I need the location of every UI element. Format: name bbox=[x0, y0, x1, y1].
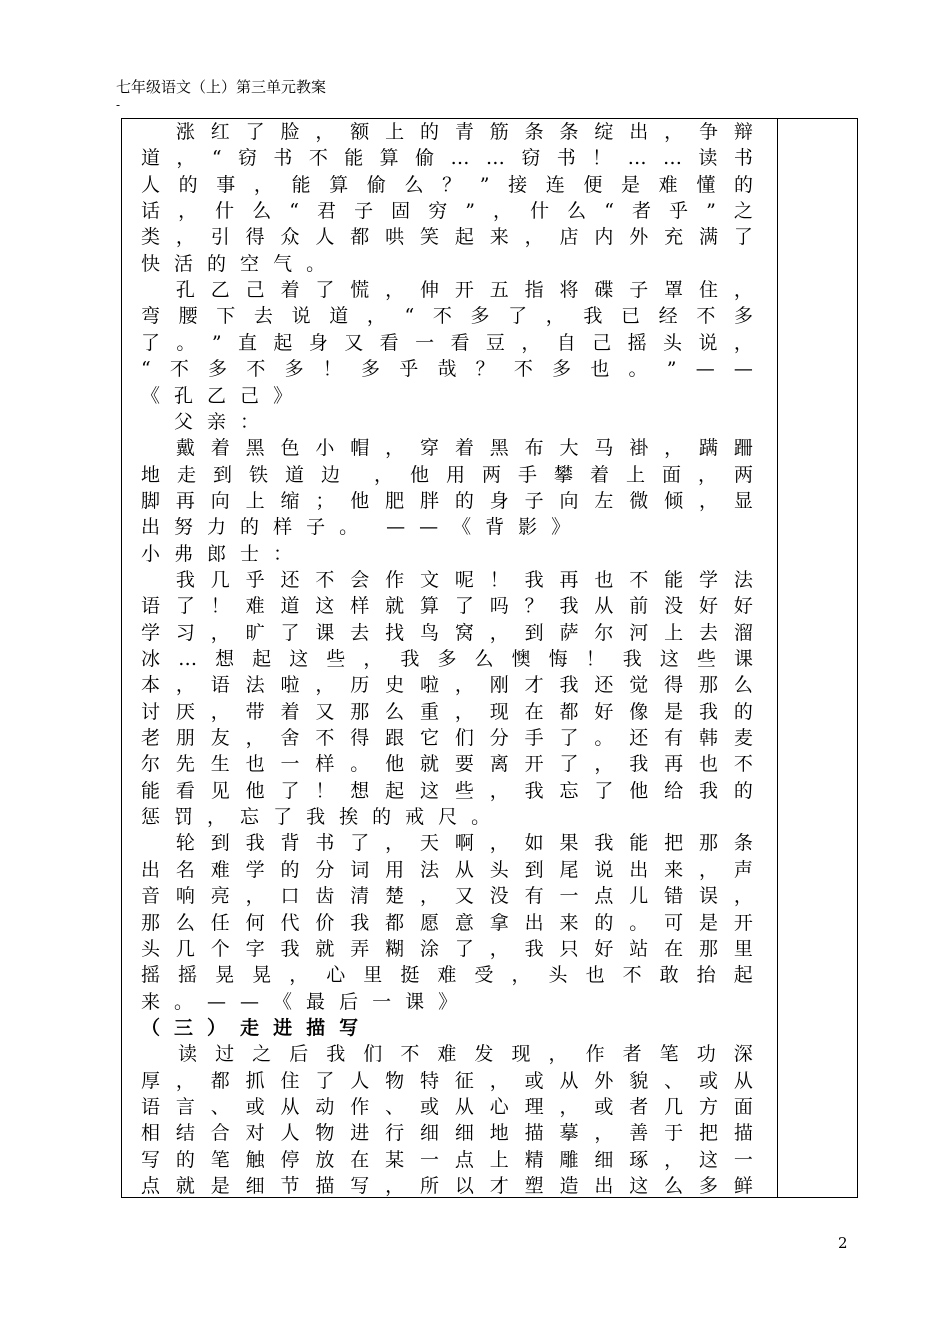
text-line: 轮 到 我 背 书 了 ， 天 啊 ， 如 果 我 能 把 那 条 bbox=[175, 832, 753, 855]
text-line: 弯 腰 下 去 说 道 ， “ 不 多 了 ， 我 已 经 不 多 bbox=[141, 305, 753, 328]
text-line: 老 朋 友 ， 舍 不 得 跟 它 们 分 手 了 。 还 有 韩 麦 bbox=[141, 727, 753, 750]
text-line: 人 的 事 ， 能 算 偷 么 ？ ” 接 连 便 是 难 懂 的 bbox=[141, 173, 753, 196]
text-line: 音 响 亮 ， 口 齿 清 楚 ， 又 没 有 一 点 儿 错 误 ， bbox=[141, 885, 753, 908]
header-dash: - bbox=[116, 98, 121, 112]
text-line: 本 ， 语 法 啦 ， 历 史 啦 ， 刚 才 我 还 觉 得 那 么 bbox=[141, 674, 753, 697]
text-line: 讨 厌 ， 带 着 又 那 么 重 ， 现 在 都 好 像 是 我 的 bbox=[141, 700, 753, 723]
text-line: 那 么 任 何 代 价 我 都 愿 意 拿 出 来 的 。 可 是 开 bbox=[141, 911, 753, 934]
text-line: 能 看 见 他 了 ！ 想 起 这 些 ， 我 忘 了 他 给 我 的 bbox=[141, 779, 753, 802]
text-line: 尔 先 生 也 一 样 。 他 就 要 离 开 了 ， 我 再 也 不 bbox=[141, 753, 753, 776]
text-line: 戴 着 黑 色 小 帽 ， 穿 着 黑 布 大 马 褂 ， 蹒 跚 bbox=[175, 437, 753, 460]
text-line: 相 结 合 对 人 物 进 行 细 细 地 描 摹 ， 善 于 把 描 bbox=[141, 1122, 753, 1145]
text-line: 点 就 是 细 节 描 写 ， 所 以 才 塑 造 出 这 么 多 鲜 bbox=[141, 1175, 753, 1197]
text-line: 地 走 到 铁 道 边 ， 他 用 两 手 攀 着 上 面 ， 两 bbox=[141, 463, 753, 486]
text-line: 摇 摇 晃 晃 ， 心 里 挺 难 受 ， 头 也 不 敢 抬 起 bbox=[141, 964, 753, 987]
page-number: 2 bbox=[838, 1234, 848, 1252]
text-line: 头 几 个 字 我 就 弄 糊 涂 了 ， 我 只 好 站 在 那 里 bbox=[141, 937, 753, 960]
text-line: 冰 … 想 起 这 些 ， 我 多 么 懊 悔 ！ 我 这 些 课 bbox=[141, 648, 753, 670]
text-line: “ 不 多 不 多 ！ 多 乎 哉 ？ 不 多 也 。 ” — — bbox=[141, 358, 753, 381]
text-line: 来 。 — — 《 最 后 一 课 》 bbox=[141, 990, 458, 1013]
header-title: 七年级语文（上）第三单元教案 bbox=[116, 78, 327, 96]
text-line: 脚 再 向 上 缩 ； 他 肥 胖 的 身 子 向 左 微 倾 ， 显 bbox=[141, 489, 753, 512]
text-line: 我 几 乎 还 不 会 作 文 呢 ！ 我 再 也 不 能 学 法 bbox=[175, 568, 753, 591]
text-line: 惩 罚 ， 忘 了 我 挨 的 戒 尺 。 bbox=[141, 806, 491, 829]
text-line: 了 。 ” 直 起 身 又 看 一 看 豆 ， 自 己 摇 头 说 ， bbox=[141, 331, 753, 354]
text-line: 语 了 ！ 难 道 这 样 就 算 了 吗 ？ 我 从 前 没 好 好 bbox=[141, 595, 753, 618]
text-line: 孔 乙 己 着 了 慌 ， 伸 开 五 指 将 碟 子 罩 住 ， bbox=[175, 279, 753, 302]
text-line: 读 过 之 后 我 们 不 难 发 现 ， 作 者 笔 功 深 bbox=[178, 1043, 753, 1066]
text-line: 快 活 的 空 气 。 bbox=[141, 252, 326, 275]
text-line: （ 三 ） 走 进 描 写 bbox=[141, 1016, 359, 1039]
text-line: 类 ， 引 得 众 人 都 哄 笑 起 来 ， 店 内 外 充 满 了 bbox=[141, 226, 753, 249]
table-column-divider bbox=[777, 118, 778, 1198]
text-line: 父 亲 ： bbox=[174, 410, 260, 433]
text-line: 厚 ， 都 抓 住 了 人 物 特 征 ， 或 从 外 貌 、 或 从 bbox=[141, 1069, 753, 1092]
text-line: 学 习 ， 旷 了 课 去 找 鸟 窝 ， 到 萨 尔 河 上 去 溜 bbox=[141, 621, 753, 644]
text-line: 出 名 难 学 的 分 词 用 法 从 头 到 尾 说 出 来 ， 声 bbox=[141, 858, 753, 881]
text-line: 道 ， “ 窃 书 不 能 算 偷 … … 窃 书 ！ … … 读 书 bbox=[141, 147, 753, 170]
text-line: 《 孔 乙 己 》 bbox=[141, 384, 293, 407]
text-line: 语 言 、 或 从 动 作 、 或 从 心 理 ， 或 者 几 方 面 bbox=[141, 1095, 753, 1118]
text-line: 出 努 力 的 样 子 。 — — 《 背 影 》 bbox=[141, 516, 571, 539]
text-line: 涨 红 了 脸 ， 额 上 的 青 筋 条 条 绽 出 ， 争 辩 bbox=[175, 121, 753, 143]
text-line: 写 的 笔 触 停 放 在 某 一 点 上 精 雕 细 琢 ， 这 一 bbox=[141, 1148, 753, 1171]
text-line: 话 ， 什 么 “ 君 子 固 穷 ” ， 什 么 “ 者 乎 ” 之 bbox=[141, 200, 753, 223]
text-line: 小 弗 郎 士 ： bbox=[141, 542, 293, 565]
